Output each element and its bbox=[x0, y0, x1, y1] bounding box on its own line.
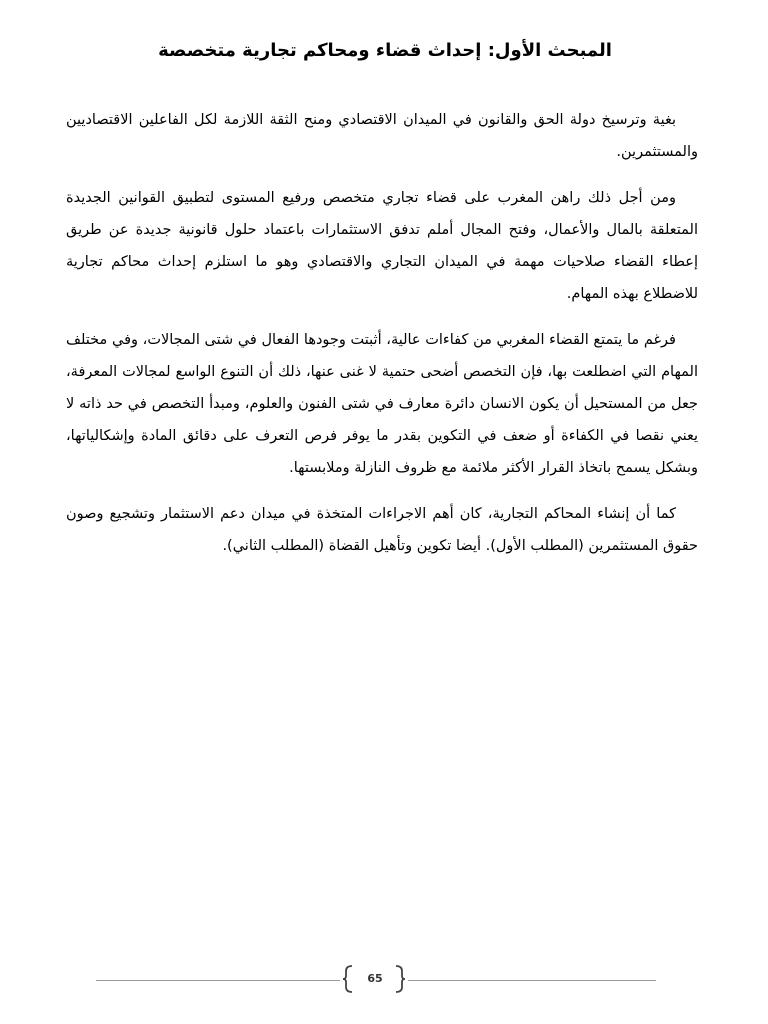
paragraph: ومن أجل ذلك راهن المغرب على قضاء تجاري متخصص ورفيع المستوى لتطبيق القوانين الجديدة المتعلقة بالمال والأعمال، وفتح المجال أملم تدفق الاستثمارات باعتماد حلول قانونية جديدة عن طريق إعطاء القضاء صلاحيات مهمة في الميدان التجاري والاقتصادي وهو ما استلزم إحداث محاكم تجارية للاضطلاع بهذه المهام. bbox=[66, 190, 698, 302]
right-bracket-ornament bbox=[394, 965, 406, 993]
left-bracket-ornament bbox=[342, 965, 354, 993]
body-text bbox=[66, 104, 698, 576]
paragraph: كما أن إنشاء المحاكم التجارية، كان أهم الاجراءات المتخذة في ميدان دعم الاستثمار وتشجيع وصون حقوق المستثمرين (المطلب الأول). أيضا تكوين وتأهيل القضاة (المطلب الثاني). bbox=[66, 506, 698, 554]
page-footer bbox=[0, 962, 768, 998]
section-title: المبحث الأول: إحداث قضاء ومحاكم تجارية متخصصة bbox=[158, 40, 612, 61]
footer-rule-left bbox=[96, 980, 340, 981]
paragraph: بغية وترسيخ دولة الحق والقانون في الميدان الاقتصادي ومنح الثقة اللازمة لكل الفاعلين الاقتصاديين والمستثمرين. bbox=[66, 112, 698, 160]
paragraph: فرغم ما يتمتع القضاء المغربي من كفاءات عالية، أثبتت وجودها الفعال في شتى المجالات، وفي مختلف المهام التي اضطلعت بها، فإن التخصص أضحى حتمية لا غنى عنها، ذلك أن التنوع الواسع لمجالات المعرفة، جعل من المستحيل أن يكون الانسان دائرة معارف في شتى الفنون والعلوم، ومبدأ التخصص في حد ذاته لا يعني نقصا في الكفاءة أو ضعف في التكوين بقدر ما يوفر فرص التعرف على دقائق المادة وإشكالياتها، وبشكل يسمح باتخاذ القرار الأكثر ملائمة مع ظروف النازلة وملابستها. bbox=[66, 332, 698, 476]
page-number: 65 bbox=[367, 972, 383, 985]
footer-rule-right bbox=[408, 980, 656, 981]
